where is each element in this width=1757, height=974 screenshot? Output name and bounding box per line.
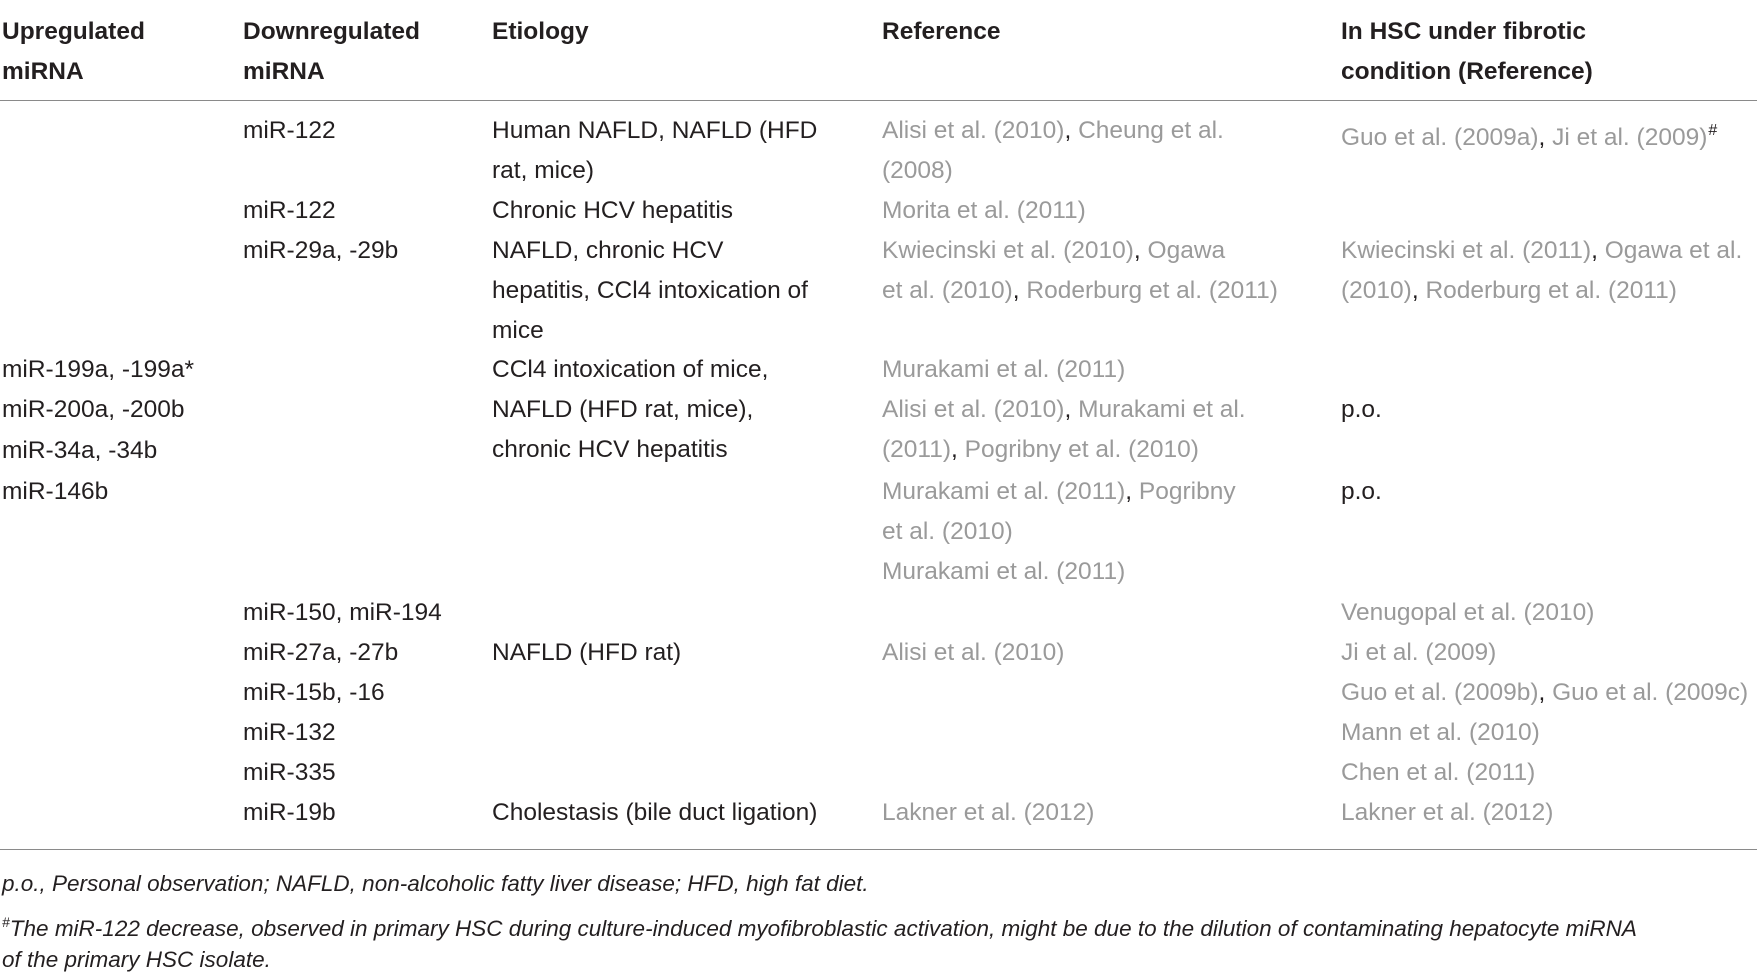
etiology-line: Human NAFLD, NAFLD (HFD <box>492 117 818 144</box>
separator: , <box>1411 277 1419 304</box>
reference-link[interactable]: Ogawa et al. <box>1604 237 1743 264</box>
reference-link[interactable]: Kwiecinski et al. (2011) <box>1341 237 1592 264</box>
header-text: condition (Reference) <box>1341 58 1593 85</box>
reference-link[interactable]: Ogawa <box>1147 237 1226 264</box>
separator: , <box>1538 124 1546 151</box>
etiology-cell: Cholestasis (bile duct ligation) <box>492 799 818 826</box>
separator: , <box>1125 478 1133 505</box>
reference-link[interactable]: Guo et al. (2009b) <box>1341 679 1539 706</box>
downregulated-mirna-cell: miR-132 <box>243 719 336 746</box>
downregulated-mirna-cell: miR-122 <box>243 197 336 224</box>
etiology-line: hepatitis, CCl4 intoxication of <box>492 277 808 304</box>
header-text: miRNA <box>243 58 325 85</box>
hsc-reference-cell <box>1341 673 1748 713</box>
etiology-cell <box>492 350 768 470</box>
reference-link[interactable]: Mann et al. (2010) <box>1341 719 1540 746</box>
upregulated-mirna-cell: miR-146b <box>2 478 109 505</box>
hsc-reference-cell <box>1341 593 1594 633</box>
downregulated-mirna-cell: miR-15b, -16 <box>243 679 385 706</box>
header-text: Etiology <box>492 18 589 45</box>
reference-link[interactable]: Ji et al. (2009) <box>1341 639 1497 666</box>
etiology-line: NAFLD, chronic HCV <box>492 237 724 264</box>
footnote-mir122-continued: of the primary HSC isolate. <box>2 947 271 972</box>
reference-link[interactable]: Venugopal et al. (2010) <box>1341 599 1595 626</box>
header-text: Downregulated <box>243 18 420 45</box>
downregulated-mirna-cell: miR-335 <box>243 759 336 786</box>
header-text: Upregulated <box>2 18 145 45</box>
reference-link[interactable]: Alisi et al. (2010) <box>882 117 1065 144</box>
footnote-abbreviations: p.o., Personal observation; NAFLD, non-alcoholic fatty liver disease; HFD, high fat diet. <box>2 871 869 896</box>
hsc-reference-cell <box>1341 753 1535 793</box>
reference-link[interactable]: Pogribny <box>1138 478 1236 505</box>
separator: , <box>1538 679 1546 706</box>
footnote-marker: # <box>1708 122 1718 139</box>
etiology-line: chronic HCV hepatitis <box>492 436 728 463</box>
etiology-line: NAFLD (HFD rat, mice), <box>492 396 754 423</box>
reference-link[interactable]: Murakami et al. (2011) <box>882 558 1126 585</box>
reference-link[interactable]: Kwiecinski et al. (2010) <box>882 237 1134 264</box>
downregulated-mirna-cell: miR-150, miR-194 <box>243 599 442 626</box>
reference-cell <box>882 350 1125 390</box>
reference-link[interactable]: (2011) <box>882 436 952 463</box>
hsc-reference-cell <box>1341 111 1717 158</box>
reference-cell <box>882 793 1094 833</box>
etiology-cell: Chronic HCV hepatitis <box>492 197 734 224</box>
downregulated-mirna-cell: miR-27a, -27b <box>243 639 399 666</box>
header-reference <box>882 12 1000 52</box>
etiology-line: rat, mice) <box>492 157 595 184</box>
upregulated-mirna-cell: miR-200a, -200b <box>2 396 185 423</box>
header-text: In HSC under fibrotic <box>1341 18 1586 45</box>
footnote-marker: # <box>2 914 10 930</box>
hsc-reference-cell <box>1341 231 1742 311</box>
header-text: miRNA <box>2 58 84 85</box>
reference-link[interactable]: Chen et al. (2011) <box>1341 759 1536 786</box>
hsc-reference-cell <box>1341 633 1496 673</box>
reference-cell <box>882 231 1278 311</box>
reference-link[interactable]: Murakami et al. (2011) <box>882 356 1126 383</box>
reference-link[interactable]: Pogribny et al. (2010) <box>964 436 1199 463</box>
reference-link[interactable]: Morita et al. (2011) <box>882 197 1086 224</box>
reference-link[interactable]: (2008) <box>882 157 953 184</box>
reference-cell <box>882 111 1224 191</box>
reference-link[interactable]: Guo et al. (2009a) <box>1341 124 1539 151</box>
reference-link[interactable]: Cheung et al. <box>1078 117 1224 144</box>
hsc-reference-cell <box>1341 793 1553 833</box>
etiology-line: mice <box>492 317 544 344</box>
etiology-line: CCl4 intoxication of mice, <box>492 356 769 383</box>
downregulated-mirna-cell: miR-19b <box>243 799 336 826</box>
personal-observation-cell: p.o. <box>1341 478 1382 505</box>
header-text: Reference <box>882 18 1001 45</box>
reference-cell <box>882 633 1064 673</box>
downregulated-mirna-cell: miR-29a, -29b <box>243 237 399 264</box>
reference-link[interactable]: (2010) <box>1341 277 1412 304</box>
etiology-cell <box>492 111 817 191</box>
reference-link[interactable]: Lakner et al. (2012) <box>1341 799 1554 826</box>
reference-cell <box>882 191 1086 231</box>
separator: , <box>1064 396 1072 423</box>
header-upregulated-mirna <box>2 12 145 92</box>
separator: , <box>1012 277 1020 304</box>
reference-link[interactable]: Alisi et al. (2010) <box>882 639 1065 666</box>
etiology-cell <box>492 231 808 351</box>
hsc-reference-cell <box>1341 713 1540 753</box>
reference-link[interactable]: Roderburg et al. (2011) <box>1026 277 1278 304</box>
reference-link[interactable]: Murakami et al. <box>1078 396 1246 423</box>
personal-observation-cell: p.o. <box>1341 396 1382 423</box>
reference-cell <box>882 390 1246 470</box>
header-downregulated-mirna <box>243 12 420 92</box>
upregulated-mirna-cell: miR-34a, -34b <box>2 437 158 464</box>
etiology-cell: NAFLD (HFD rat) <box>492 639 682 666</box>
separator: , <box>951 436 958 463</box>
separator: , <box>1133 237 1141 264</box>
reference-link[interactable]: et al. (2010) <box>882 277 1013 304</box>
header-hsc-fibrotic-reference <box>1341 12 1593 92</box>
upregulated-mirna-cell: miR-199a, -199a* <box>2 356 195 383</box>
reference-link[interactable]: Lakner et al. (2012) <box>882 799 1095 826</box>
table-bottom-rule <box>0 849 1757 850</box>
reference-link[interactable]: Murakami et al. (2011) <box>882 478 1126 505</box>
reference-link[interactable]: Guo et al. (2009c) <box>1552 679 1749 706</box>
separator: , <box>1064 117 1072 144</box>
reference-link[interactable]: Roderburg et al. (2011) <box>1425 277 1677 304</box>
reference-cell <box>882 472 1236 552</box>
downregulated-mirna-cell: miR-122 <box>243 117 336 144</box>
header-rule <box>0 100 1757 101</box>
separator: , <box>1591 237 1598 264</box>
reference-cell <box>882 552 1125 592</box>
reference-link[interactable]: et al. (2010) <box>882 518 1013 545</box>
reference-link[interactable]: Ji et al. (2009) <box>1552 124 1708 151</box>
reference-link[interactable]: Alisi et al. (2010) <box>882 396 1065 423</box>
footnote-text: The miR-122 decrease, observed in primary HSC during culture-induced myofibroblastic activation, might be due to the dilution of contaminating hepatocyte miRNA <box>9 916 1637 941</box>
header-etiology <box>492 12 589 52</box>
